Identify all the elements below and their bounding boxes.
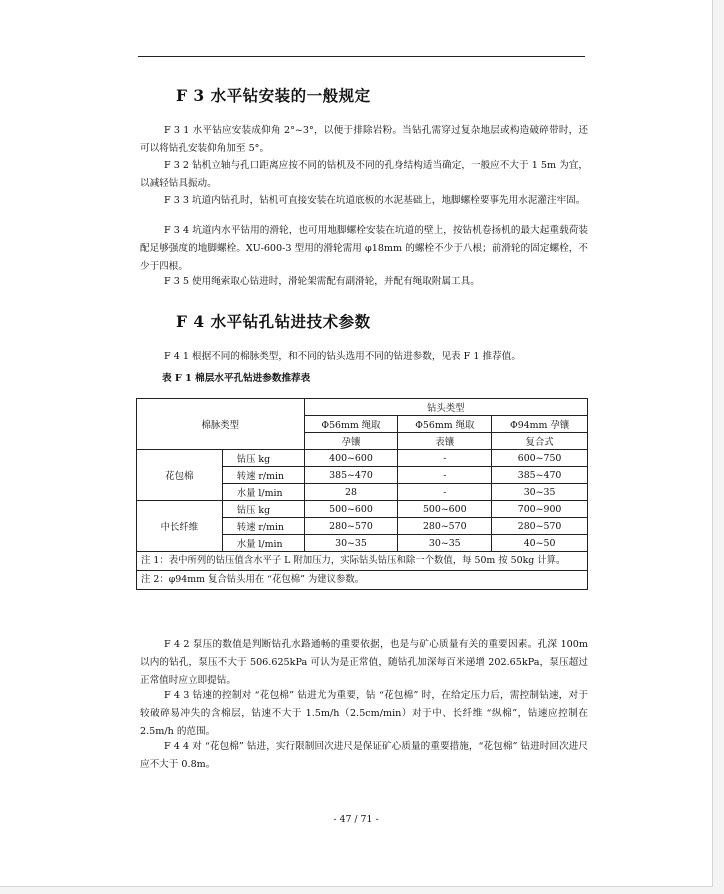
section-title-f4: F 4 水平钻孔钻进技术参数 xyxy=(176,312,371,331)
table-note-row xyxy=(137,552,588,571)
table-cell: 385~470 xyxy=(304,467,398,484)
table-cell: 385~470 xyxy=(492,467,588,484)
header-rule xyxy=(138,56,585,57)
group-name: 中长纤维 xyxy=(137,501,223,552)
table-cell: 400~600 xyxy=(304,450,398,467)
table-cell: 30~35 xyxy=(398,535,492,552)
table-cell: 280~570 xyxy=(304,518,398,535)
table-cell: 280~570 xyxy=(492,518,588,535)
paragraph-f3-1: F 3 1 水平钻应安装成仰角 2°~3°，以便于排除岩粉。当钻孔需穿过复杂地层或构造破碎带时，还可以将钻孔安装仰角加至 5°。 xyxy=(140,125,588,154)
paragraph-f3-4: F 3 4 坑道内水平钻用的滑轮，也可用地脚螺栓安装在坑道的壁上，按钻机卷扬机的最大起重载荷装配足够强度的地脚螺栓。XU-600-3 型用的滑轮需用 φ18mm 的螺栓不少于八根；前滑轮的固定螺栓，不少于四根。 xyxy=(140,225,588,272)
table-cell: 500~600 xyxy=(304,501,398,518)
table-cell: - xyxy=(398,450,492,467)
bit-spec: Φ94mm 孕镶 xyxy=(492,416,588,433)
table-cell: - xyxy=(398,467,492,484)
paragraph-f3-3: F 3 3 坑道内钻孔时，钻机可直接安装在坑道底板的水泥基础上，地脚螺栓要事先用水泥灌注牢固。 xyxy=(164,195,586,206)
paragraph-f3-2: F 3 2 钻机立轴与孔口距离应按不同的钻机及不同的孔身结构适当确定，一般应不大于 1 5m 为宜，以减轻钻具振动。 xyxy=(140,160,588,189)
table-row xyxy=(137,450,588,467)
page-number: - 47 / 71 - xyxy=(333,814,379,825)
bit-kind: 表镶 xyxy=(398,433,492,450)
bit-kind: 复合式 xyxy=(492,433,588,450)
paragraph-f3-5: F 3 5 使用绳索取心钻进时，滑轮架需配有副滑轮，并配有绳取附属工具。 xyxy=(164,276,480,287)
table-note-2: 注 2：φ94mm 复合钻头用在 “花包棉” 为建议参数。 xyxy=(137,571,588,590)
group-name: 花包棉 xyxy=(137,450,223,501)
bit-kind: 孕镶 xyxy=(304,433,398,450)
table-cell: 600~750 xyxy=(492,450,588,467)
table-cell: 30~35 xyxy=(304,535,398,552)
paragraph-f4-1: F 4 1 根据不同的棉脉类型，和不同的钻头选用不同的钻进参数，见表 F 1 推荐值。 xyxy=(164,351,521,362)
table-note-row xyxy=(137,571,588,590)
param-label: 水量 l/min xyxy=(222,484,304,501)
table-cell: 30~35 xyxy=(492,484,588,501)
bit-spec: Φ56mm 绳取 xyxy=(398,416,492,433)
table-cell: 28 xyxy=(304,484,398,501)
param-label: 钻压 kg xyxy=(222,450,304,467)
section-title-f3: F 3 水平钻安装的一般规定 xyxy=(176,86,371,105)
paragraph-f4-4: F 4 4 对 “花包棉” 钻进，实行限制回次进尺是保证矿心质量的重要措施，“花包棉” 钻进时回次进尺应不大于 0.8m。 xyxy=(140,741,588,770)
table-cell: 500~600 xyxy=(398,501,492,518)
param-label: 转速 r/min xyxy=(222,518,304,535)
table-header-row xyxy=(137,399,588,416)
table-cell: 40~50 xyxy=(492,535,588,552)
table-note-1: 注 1：表中所列的钻压值含水平子 L 附加压力，实际钻头钻压和除一个数值，每 50m 按 50kg 计算。 xyxy=(137,552,588,571)
table-cell: 700~900 xyxy=(492,501,588,518)
paragraph-f4-3: F 4 3 钻速的控制对 “花包棉” 钻进尤为重要，钻 “花包棉” 时，在给定压力后，需控制钻速，对于较破碎易冲失的含棉层，钻速不大于 1.5m/h（2.5cm/min）对于中、长纤维 “纵棉”，钻速应控制在 2.5m/h 的范围。 xyxy=(140,690,588,737)
param-label: 转速 r/min xyxy=(222,467,304,484)
table-cell: - xyxy=(398,484,492,501)
table-caption: 表 F 1 棉层水平孔钻进参数推荐表 xyxy=(162,373,311,384)
param-label: 钻压 kg xyxy=(222,501,304,518)
paragraph-f4-2: F 4 2 泵压的数值是判断钻孔水路通畅的重要依据，也是与矿心质量有关的重要因素。孔深 100m 以内的钻孔，泵压不大于 506.625kPa 可认为是正常值，随钻孔加深每百米递增 202.65kPa，泵压超过正常值时应立即提钻。 xyxy=(140,639,588,686)
header-vein-type: 棉脉类型 xyxy=(137,399,305,450)
param-label: 水量 l/min xyxy=(222,535,304,552)
drilling-parameter-table xyxy=(136,398,588,590)
table-cell: 280~570 xyxy=(398,518,492,535)
header-bit-type: 钻头类型 xyxy=(304,399,587,416)
bit-spec: Φ56mm 绳取 xyxy=(304,416,398,433)
table-row xyxy=(137,501,588,518)
